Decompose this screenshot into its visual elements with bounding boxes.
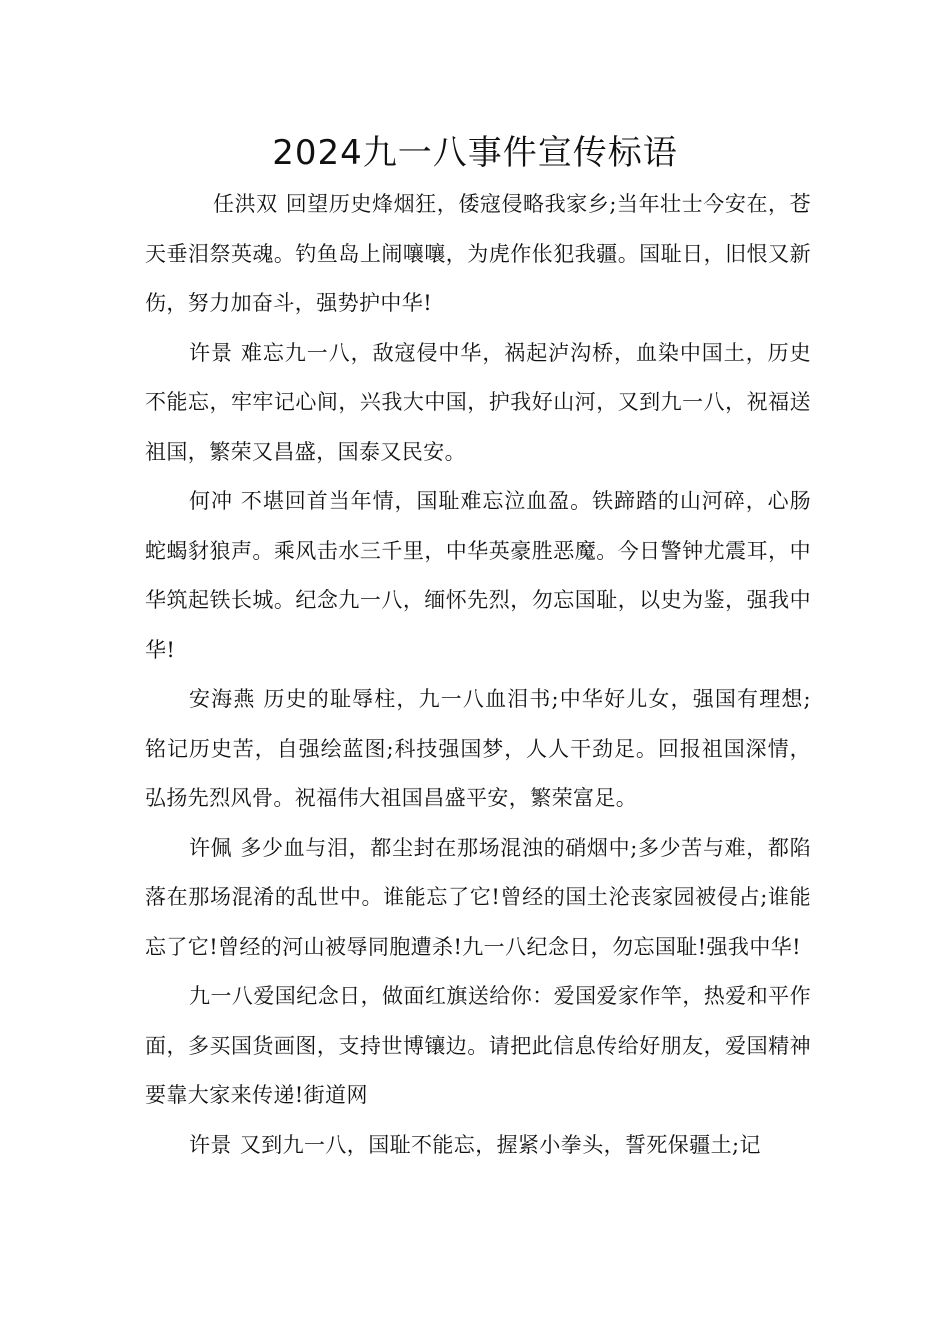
document-body [145,180,811,1170]
slogan-text: 历史的耻辱柱，九一八血泪书;中华好儿女，强国有理想;铭记历史苦，自强绘蓝图;科技强国梦，人人干劲足。回报祖国深情，弘扬先烈风骨。祝福伟大祖国昌盛平安，繁荣富足。 [145,687,811,810]
slogan-text: 不堪回首当年情，国耻难忘泣血盈。铁蹄踏的山河碎，心肠蛇蝎豺狼声。乘风击水三千里，中华英豪胜恶魔。今日警钟尤震耳，中华筑起铁长城。纪念九一八，缅怀先烈，勿忘国耻，以史为鉴，强我中华! [145,489,811,662]
author-name: 安海燕 [189,687,256,711]
slogan-paragraph [145,180,811,329]
document-title: 2024九一八事件宣传标语 [272,133,678,173]
slogan-text: 回望历史烽烟狂，倭寇侵略我家乡;当年壮士今安在，苍天垂泪祭英魂。钓鱼岛上闹嚷嚷，为虎作伥犯我疆。国耻日，旧恨又新伤，努力加奋斗，强势护中华! [145,192,812,315]
author-name: 任洪双 [213,192,278,216]
author-name: 许景 [189,340,233,365]
slogan-text: 又到九一八，国耻不能忘，握紧小拳头，誓死保疆土;记 [239,1132,761,1157]
author-name: 许佩 [189,835,233,860]
slogan-text: 多少血与泪，都尘封在那场混浊的硝烟中;多少苦与难，都陷落在那场混淆的乱世中。谁能忘了它!曾经的国土沦丧家园被侵占;谁能忘了它!曾经的河山被辱同胞遭杀!九一八纪念日，勿忘国耻!强我中华! [145,835,811,959]
slogan-paragraph [145,675,811,824]
author-name: 何冲 [189,489,233,513]
author-name: 许景 [189,1132,232,1157]
slogan-paragraph [145,477,811,675]
slogan-paragraph [145,1121,811,1171]
slogan-paragraph [145,329,811,478]
slogan-text: 难忘九一八，敌寇侵中华，祸起泸沟桥，血染中国土，历史不能忘，牢牢记心间，兴我大中国，护我好山河，又到九一八，祝福送祖国，繁荣又昌盛，国泰又民安。 [145,340,811,464]
slogan-text: 九一八爱国纪念日，做面红旗送给你：爱国爱家作竿，热爱和平作面，多买国货画图，支持世博镶边。请把此信息传给好朋友，爱国精神要靠大家来传递!街道网 [145,984,811,1107]
slogan-paragraph [145,824,811,973]
slogan-paragraph [145,972,811,1121]
